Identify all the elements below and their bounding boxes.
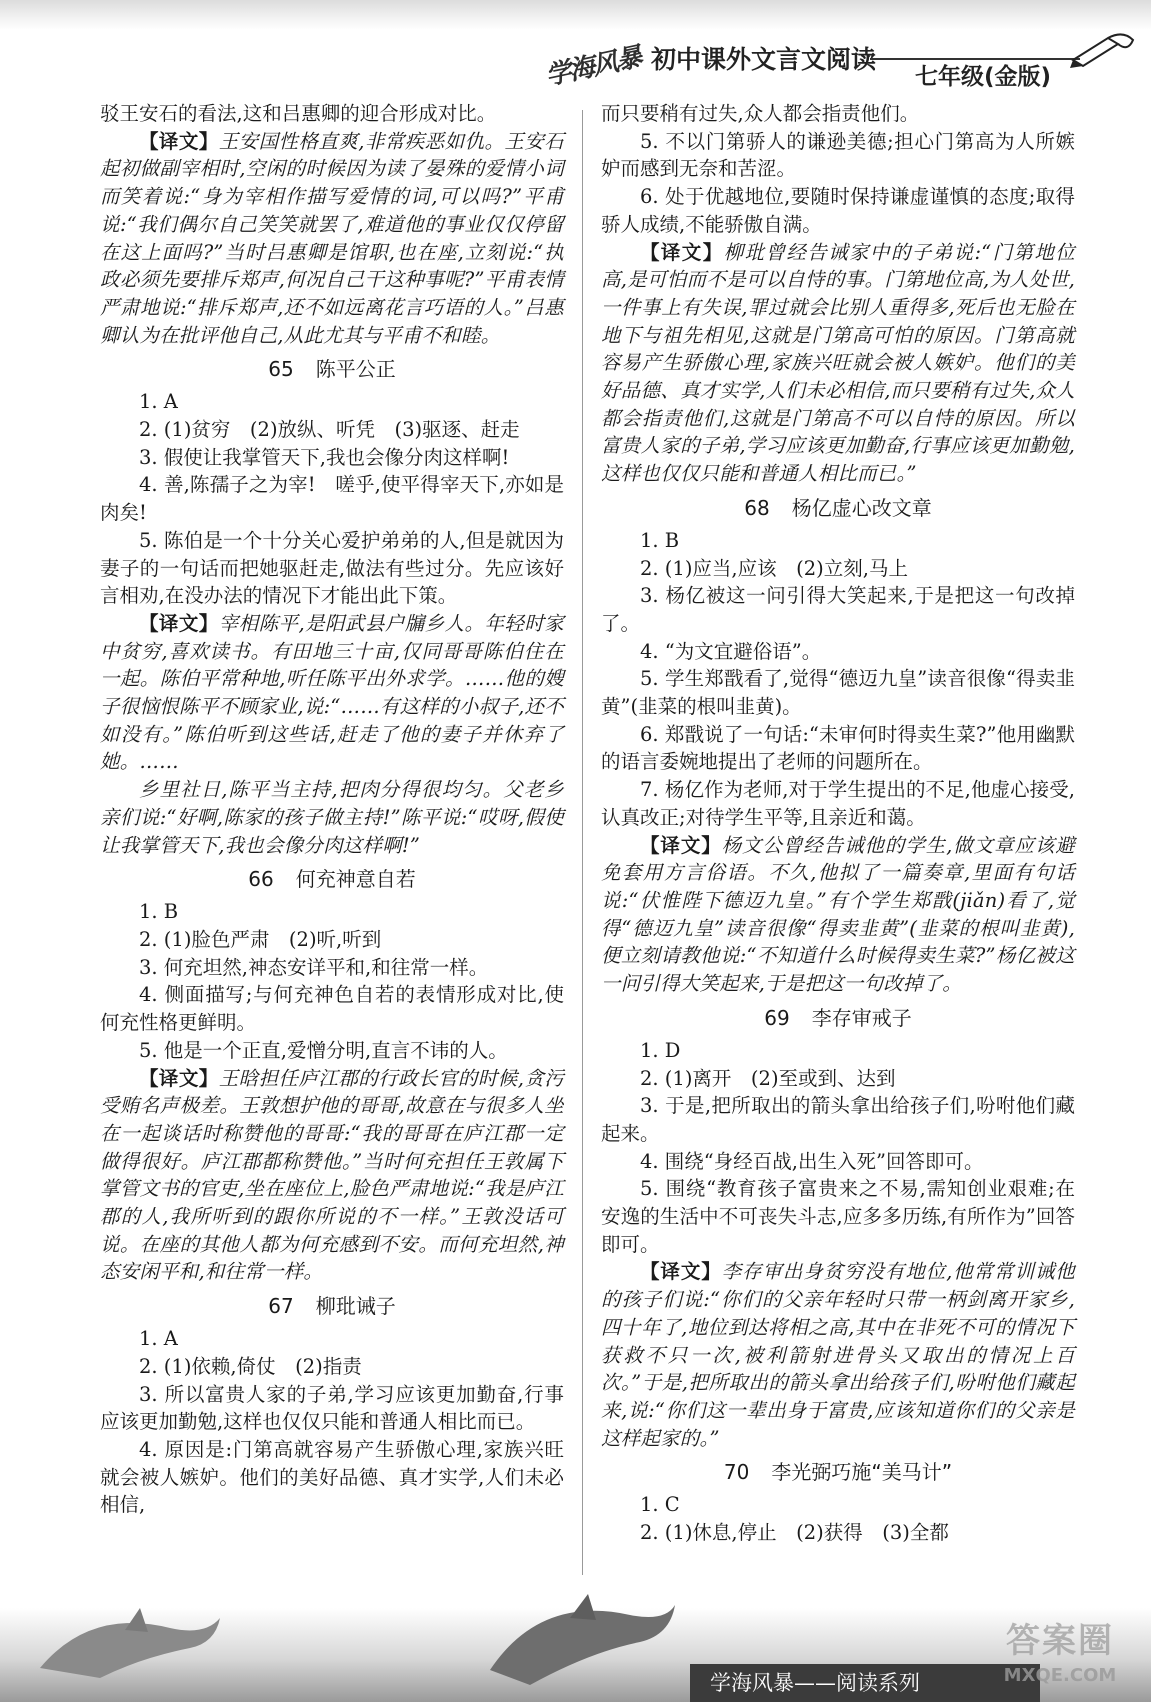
translation-tag: 【译文】 <box>640 833 722 857</box>
section-title: 陈平公正 <box>315 357 396 382</box>
answer-item: 2. (1)离开 (2)至或到、达到 <box>640 1066 896 1090</box>
section-heading-66 <box>100 865 564 893</box>
answer-item: 5. 围绕“教育孩子富贵来之不易,需知创业艰难;在安逸的生活中不可丧失斗志,应多多历练,有所作为”回答即可。 <box>601 1177 1075 1256</box>
dolphin-icon <box>30 1598 230 1688</box>
answer-item: 4. 围绕“身经百战,出生入死”回答即可。 <box>640 1149 984 1173</box>
page-header <box>0 0 1151 110</box>
translation-text: 李存审出身贫穷没有地位,他常常训诫他的孩子们说:“你们的父亲年轻时只带一柄剑离开家乡,四十年了,地位到达将相之高,其中在非死不可的情况下获救不只一次,被利箭射进骨头又取出的情况上百次。”于是,把所取出的箭头拿出给孩子们,吩咐他们藏起来,说:“你们这一辈出身于富贵,应该知道你们的父亲是这样起家的。” <box>601 1260 1075 1450</box>
section-number: 68 <box>744 495 770 520</box>
page-footer <box>0 1578 1151 1702</box>
footer-series-band: 学海风暴——阅读系列 <box>690 1664 1040 1702</box>
answer-item: 4. 侧面描写;与何充神色自若的表情形成对比,使何充性格更鲜明。 <box>100 983 564 1035</box>
pen-hand-icon <box>1068 30 1138 70</box>
translation-paragraph <box>100 128 564 350</box>
translation-tag: 【译文】 <box>139 611 219 635</box>
section-heading-68 <box>601 494 1075 522</box>
watermark-logo: 答案圈 <box>1006 1621 1114 1661</box>
section-heading-69 <box>601 1004 1075 1032</box>
header-wash <box>0 0 1151 30</box>
section-title: 李光弼巧施“美马计” <box>771 1460 953 1485</box>
answer-item: 2. (1)脸色严肃 (2)听,听到 <box>139 927 382 951</box>
answer-item: 5. 陈伯是一个十分关心爱护弟弟的人,但是就因为妻子的一句话而把她驱赶走,做法有些过分。先应该好言相劝,在没办法的情况下才能出此下策。 <box>100 528 564 608</box>
translation-paragraph <box>601 832 1075 998</box>
section-title: 柳玭诫子 <box>315 1294 396 1319</box>
answer-item: 5. 不以门第骄人的谦逊美德;担心门第高为人所嫉妒而感到无奈和苦涩。 <box>601 129 1075 181</box>
translation-text: 柳玭曾经告诫家中的子弟说:“门第地位高,是可怕而不是可以自恃的事。门第地位高,为人处世,一件事上有失误,罪过就会比别人重得多,死后也无脸在地下与祖先相见,这就是门第高可怕的原因。门第高就容易产生骄傲心理,家族兴旺就会被人嫉妒。他们的美好品德、真才实学,人们未必相信,而只要稍有过失,众人都会指责他们,这就是门第高不可以自恃的原因。所以富贵人家的子弟,学习应该更加勤奋,行事应该更加勤勉,这样也仅仅只能和普通人相比而已。” <box>601 240 1075 486</box>
translation-tag: 【译文】 <box>640 1260 722 1284</box>
answer-item: 3. 何充坦然,神态安详平和,和往常一样。 <box>139 955 489 979</box>
answer-item: 1. B <box>640 528 680 552</box>
translation-paragraph <box>100 610 564 776</box>
translation-text: 王安国性格直爽,非常疾恶如仇。王安石起初做副宰相时,空闲的时候因为读了晏殊的爱情小词而笑着说:“身为宰相作描写爱情的词,可以吗?”平甫说:“我们偶尔自己笑笑就罢了,难道他的事业仅仅停留在这上面吗?”当时吕惠卿是馆职,也在座,立刻说:“执政必须先要排斥郑声,何况自己干这种事呢?”平甫表情严肃地说:“排斥郑声,还不如远离花言巧语的人。”吕惠卿认为在批评他自己,从此尤其与平甫不和睦。 <box>100 129 564 347</box>
dolphin-icon <box>470 1590 680 1690</box>
translation-paragraph <box>601 239 1075 488</box>
section-heading-70 <box>601 1458 1075 1486</box>
section-number: 65 <box>268 357 294 382</box>
translation-text: 杨文公曾经告诫他的学生,做文章应该避免套用方言俗语。不久,他拟了一篇奏章,里面有句话说:“伏惟陛下德迈九皇。”有个学生郑戬(jiǎn)看了,觉得“德迈九皇”读音很像“得卖韭黄”(韭菜的根叫韭黄),便立刻请教他说:“不知道什么时候得卖生菜?”杨亿被这一问引得大笑起来,于是把这一句改掉了。 <box>601 833 1075 996</box>
section-heading-65 <box>100 355 564 383</box>
answer-item: 4. 原因是:门第高就容易产生骄傲心理,家族兴旺就会被人嫉妒。他们的美好品德、真才实学,人们未必相信, <box>100 1437 564 1517</box>
brand-logo: 学海风暴 <box>542 42 644 92</box>
section-number: 70 <box>723 1460 750 1485</box>
translation-tag: 【译文】 <box>139 1066 219 1090</box>
watermark <box>975 1618 1145 1702</box>
answer-item: 2. (1)休息,停止 (2)获得 (3)全都 <box>640 1521 949 1545</box>
paragraph: 而只要稍有过失,众人都会指责他们。 <box>601 102 920 125</box>
answer-item: 6. 处于优越地位,要随时保持谦虚谨慎的态度;取得骄人成绩,不能骄傲自满。 <box>601 185 1075 236</box>
section-title: 李存审戒子 <box>811 1005 912 1030</box>
answer-item: 1. B <box>139 900 179 924</box>
paragraph: 驳王安石的看法,这和吕惠卿的迎合形成对比。 <box>100 102 497 125</box>
grade-label: 七年级(金版) <box>903 58 1063 94</box>
answer-item: 1. A <box>139 1327 178 1351</box>
translation-paragraph <box>100 1065 564 1287</box>
translation-tag: 【译文】 <box>640 240 724 264</box>
answer-item: 2. (1)贫穷 (2)放纵、听凭 (3)驱逐、赶走 <box>139 418 520 442</box>
answer-item: 5. 他是一个正直,爱憎分明,直言不讳的人。 <box>139 1038 508 1062</box>
section-heading-67 <box>100 1292 564 1320</box>
answer-item: 4. 善,陈孺子之为宰! 嗟乎,使平得宰天下,亦如是肉矣! <box>100 473 564 525</box>
answer-item: 1. A <box>139 390 178 414</box>
answer-item: 3. 假使让我掌管天下,我也会像分肉这样啊! <box>139 445 510 469</box>
section-number: 67 <box>268 1294 294 1319</box>
answer-item: 3. 所以富贵人家的子弟,学习应该更加勤奋,行事应该更加勤勉,这样也仅仅只能和普通人相比而已。 <box>100 1382 564 1434</box>
answer-item: 6. 郑戬说了一句话:“未审何时得卖生菜?”他用幽默的语言委婉地提出了老师的问题所在。 <box>601 722 1075 774</box>
answer-item: 3. 杨亿被这一问引得大笑起来,于是把这一句改掉了。 <box>601 584 1075 635</box>
answer-item: 5. 学生郑戬看了,觉得“德迈九皇”读音很像“得卖韭黄”(韭菜的根叫韭黄)。 <box>601 667 1075 719</box>
section-title: 杨亿虚心改文章 <box>791 495 932 520</box>
translation-paragraph: 乡里社日,陈平当主持,把肉分得很均匀。父老乡亲们说:“好啊,陈家的孩子做主持!”陈平说:“哎呀,假使让我掌管天下,我也会像分肉这样啊!” <box>100 778 564 857</box>
right-column <box>601 100 1075 1547</box>
left-column <box>100 100 564 1519</box>
translation-text: 宰相陈平,是阳武县户牖乡人。年轻时家中贫穷,喜欢读书。有田地三十亩,仅同哥哥陈伯住在一起。陈伯平常种地,听任陈平出外求学。……他的嫂子很恼恨陈平不顾家业,说:“……有这样的小叔子,还不如没有。”陈伯听到这些话,赶走了他的妻子并休弃了她。…… <box>100 611 564 774</box>
translation-text: 王晗担任庐江郡的行政长官的时候,贪污受贿名声极差。王敦想护他的哥哥,故意在与很多人坐在一起谈话时称赞他的哥哥:“我的哥哥在庐江郡一定做得很好。庐江郡都称赞他。”当时何充担任王敦属下掌管文书的官吏,坐在座位上,脸色严肃地说:“我是庐江郡的人,我所听到的跟你所说的不一样。”王敦没话可说。在座的其他人都为何充感到不安。而何充坦然,神态安闲平和,和往常一样。 <box>100 1066 564 1284</box>
translation-tag: 【译文】 <box>139 129 219 153</box>
section-title: 何充神意自若 <box>295 867 416 892</box>
column-divider <box>582 110 583 1575</box>
answer-item: 2. (1)应当,应该 (2)立刻,马上 <box>640 556 908 580</box>
answer-item: 1. D <box>640 1038 681 1062</box>
answer-item: 2. (1)依赖,倚仗 (2)指责 <box>139 1354 362 1378</box>
section-number: 66 <box>248 867 274 892</box>
answer-item: 4. “为文宜避俗语”。 <box>640 639 822 663</box>
answer-item: 3. 于是,把所取出的箭头拿出给孩子们,吩咐他们藏起来。 <box>601 1094 1075 1145</box>
watermark-url: MXQE.COM <box>1003 1665 1117 1686</box>
translation-paragraph <box>601 1258 1075 1452</box>
section-number: 69 <box>764 1005 790 1030</box>
series-title: 初中课外文言文阅读 <box>651 45 877 74</box>
answer-item: 7. 杨亿作为老师,对于学生提出的不足,他虚心接受,认真改正;对待学生平等,且亲近和蔼。 <box>601 778 1075 829</box>
answer-item: 1. C <box>640 1493 680 1517</box>
